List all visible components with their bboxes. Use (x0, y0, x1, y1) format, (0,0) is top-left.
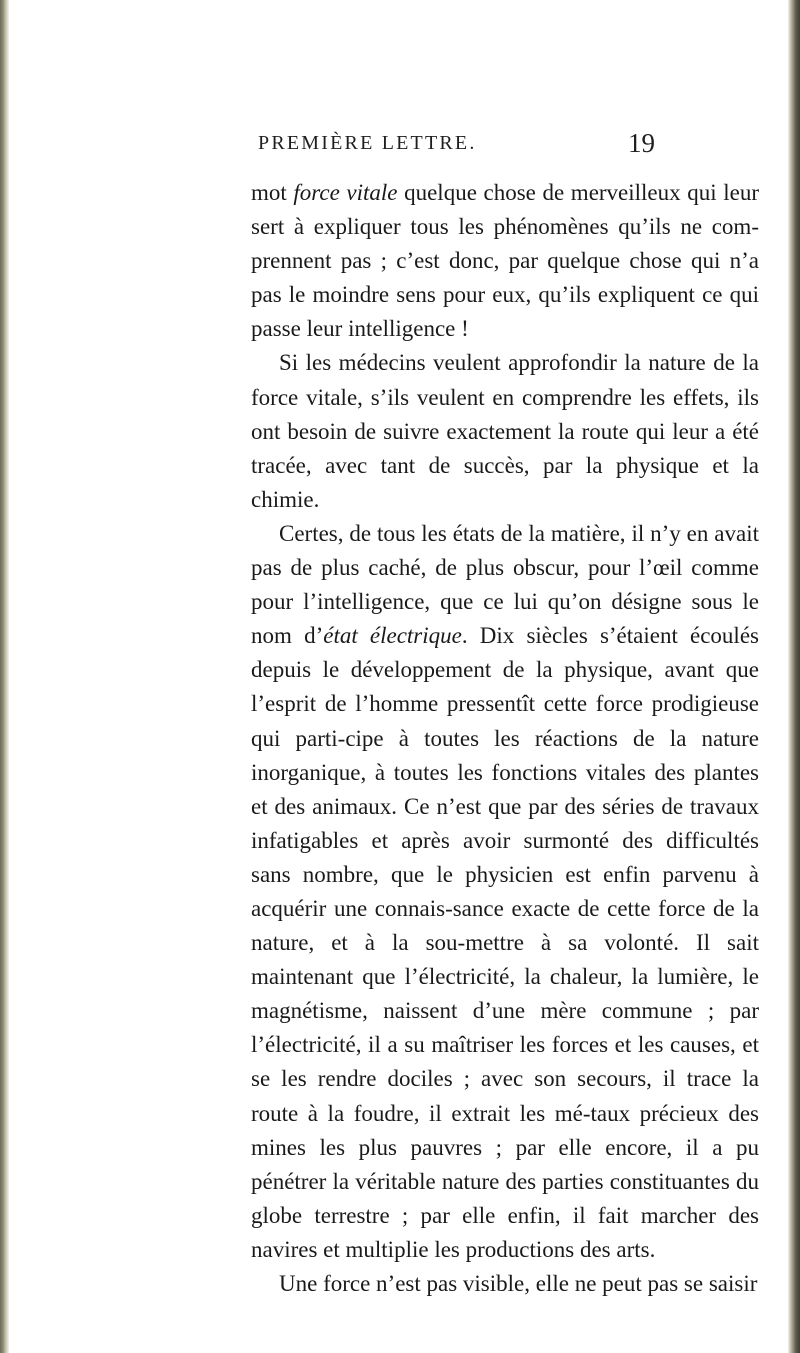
paragraph-1 (251, 176, 759, 346)
paragraph-3-rest: . Dix siècles s’étaient écoulés depuis le développement de la physique, avant que l’esprit de l’homme pressentît cette force prodigieuse qui parti-cipe à toutes les réactions de la nature inorganique, à toutes les fonctions vitales des plantes et des animaux. Ce n’est que par des séries de travaux infatigables et après avoir surmonté des difficultés sans nombre, que le physicien est enfin parvenu à acquérir une connais-sance exacte de cette force de la nature, et à la sou-mettre à sa volonté. Il sait maintenant que l’électricité, la chaleur, la lumière, le magnétisme, naissent d’une mère commune ; par l’électricité, il a su maîtriser les forces et les causes, et se les rendre dociles ; avec son secours, il trace la route à la foudre, il extrait les mé-taux précieux des mines les plus pauvres ; par elle encore, il a pu pénétrer la véritable nature des parties constituantes du globe terrestre ; par elle enfin, il fait marcher des navires et multiplie les productions des arts. (251, 623, 759, 1262)
page-edge-right (788, 0, 800, 1353)
page-number: 19 (628, 128, 655, 158)
paragraph-1-start: mot (251, 180, 294, 205)
paragraph-2: Si les médecins veulent approfondir la nature de la force vitale, s’ils veulent en comprendre les effets, ils ont besoin de suivre exactement la route qui leur a été tracée, avec tant de succès, par la physique et la chimie. (251, 350, 759, 512)
page-edge-left (0, 0, 9, 1353)
paragraph-4: Une force n’est pas visible, elle ne peut pas se saisir (279, 1271, 758, 1296)
emphasis-force-vitale: force vitale (293, 180, 398, 205)
running-header: PREMIÈRE LETTRE. (258, 132, 477, 154)
paragraph-3-start: Certes, de tous les états de la matière, il n’y en avait pas de plus caché, de plus obscur, pour l’œil comme pour l’intelligence, que ce lui qu’on désigne sous le nom d’ (251, 520, 759, 649)
paragraph-1-rest: quelque chose de merveilleux qui leur sert à expliquer tous les phénomènes qu’ils ne com-prennent pas ; c’est donc, par quelque chose qui n’a pas le moindre sens pour eux, qu’ils expliquent ce qui passe leur intelligence ! (251, 180, 759, 342)
body-text (251, 176, 759, 1301)
paragraph-3 (251, 517, 759, 1267)
emphasis-etat-electrique: état électrique (323, 623, 462, 649)
